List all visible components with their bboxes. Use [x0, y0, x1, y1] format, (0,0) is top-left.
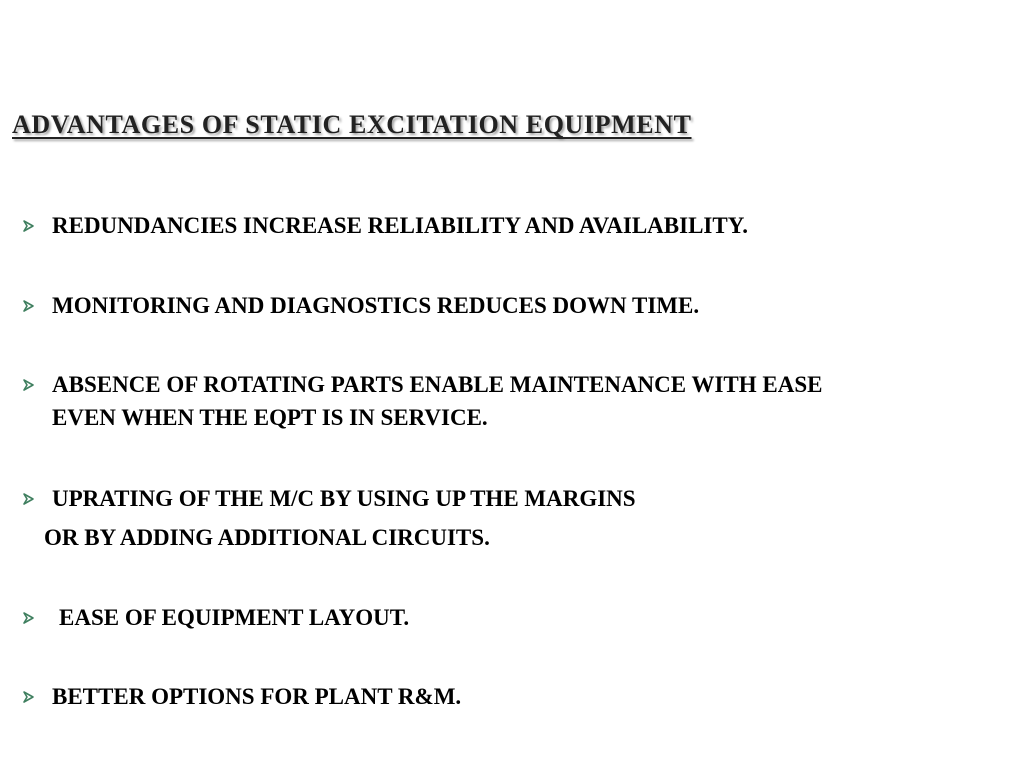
- bullet-text-line2: EVEN WHEN THE EQPT IS IN SERVICE.: [52, 405, 488, 430]
- arrowhead-bullet-icon: [20, 377, 36, 393]
- arrowhead-bullet-icon: [20, 298, 36, 314]
- slide-title: ADVANTAGES OF STATIC EXCITATION EQUIPMENT: [12, 110, 692, 139]
- arrowhead-bullet-icon: [20, 218, 36, 234]
- bullet-text: REDUNDANCIES INCREASE RELIABILITY AND AVAILABILITY.: [52, 213, 748, 238]
- arrowhead-bullet-icon: [20, 491, 36, 507]
- continuation-text: OR BY ADDING ADDITIONAL CIRCUITS.: [44, 525, 490, 550]
- bullet-text: BETTER OPTIONS FOR PLANT R&M.: [52, 684, 462, 709]
- arrowhead-bullet-icon: [20, 689, 36, 705]
- bullet-text: MONITORING AND DIAGNOSTICS REDUCES DOWN TIME.: [52, 293, 700, 318]
- bullet-text: ABSENCE OF ROTATING PARTS ENABLE MAINTENANCE WITH EASE: [52, 372, 823, 397]
- bullet-text: EASE OF EQUIPMENT LAYOUT.: [59, 605, 410, 630]
- arrowhead-bullet-icon: [20, 610, 36, 626]
- bullet-text: UPRATING OF THE M/C BY USING UP THE MARGINS: [52, 486, 636, 511]
